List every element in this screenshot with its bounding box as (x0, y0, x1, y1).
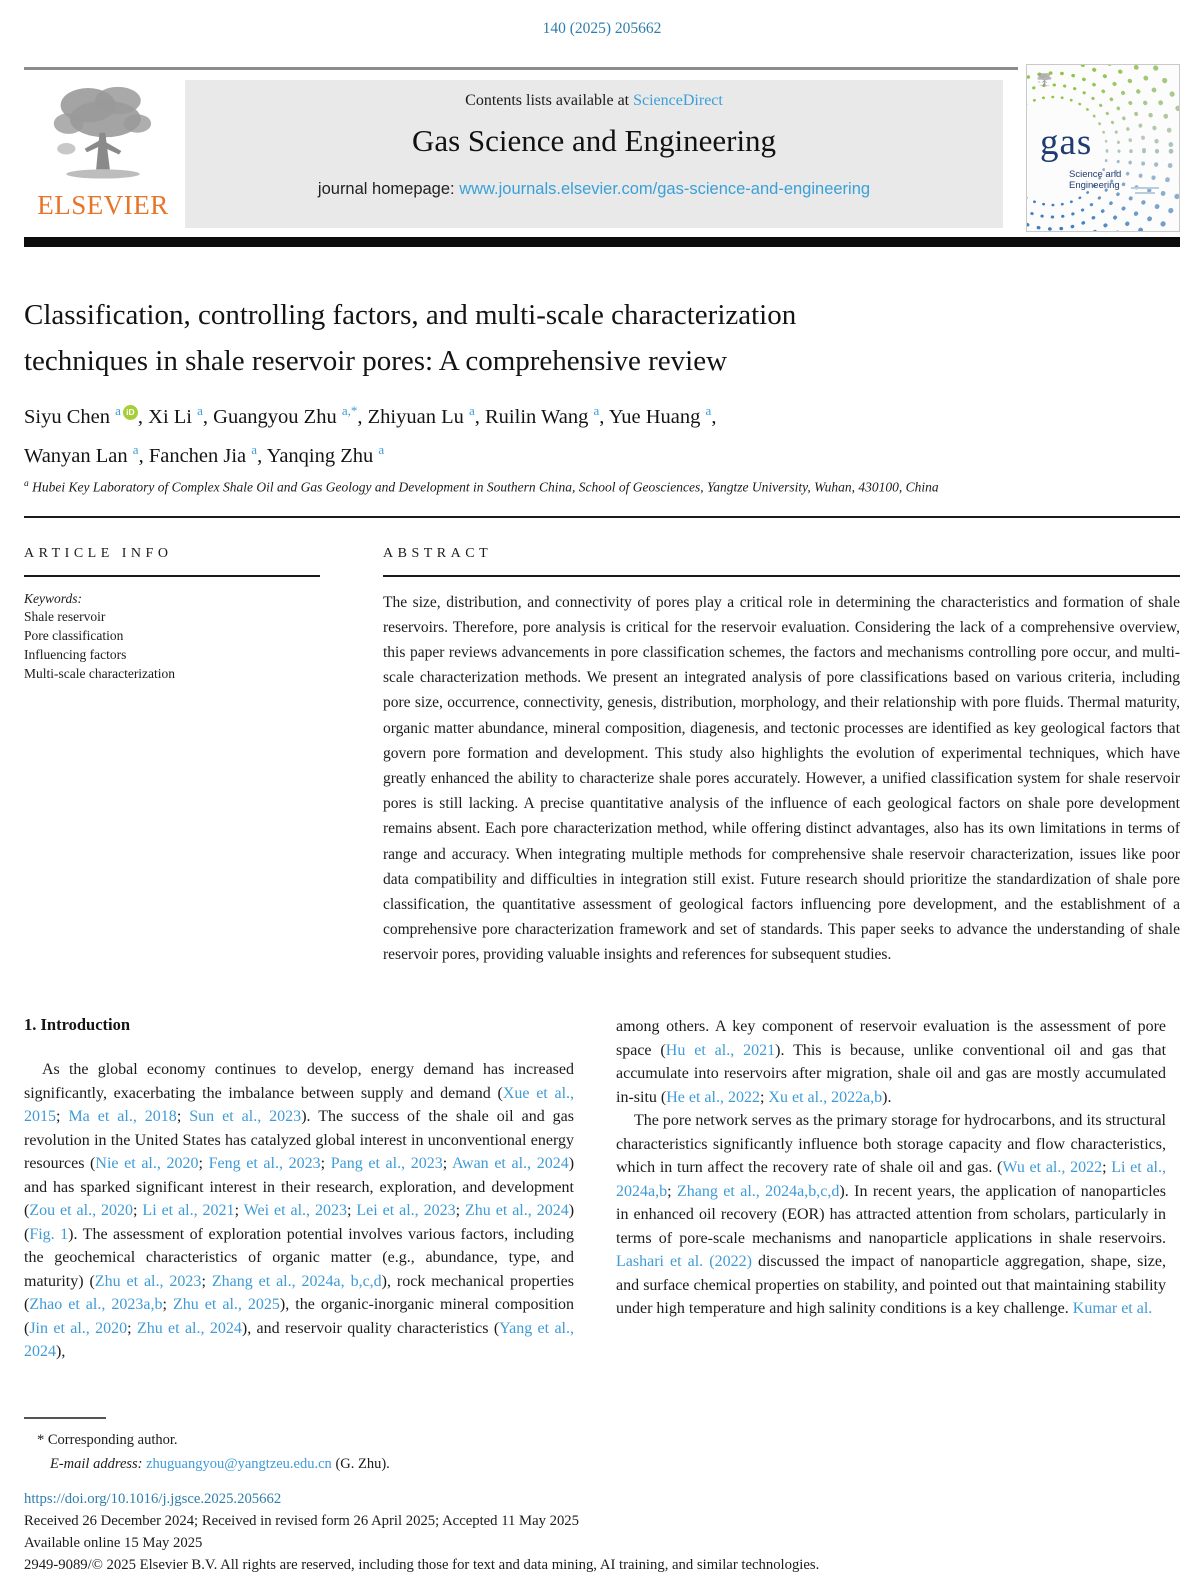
doi-link[interactable]: https://doi.org/10.1016/j.jgsce.2025.205662 (24, 1491, 282, 1507)
intro-paragraph-1-continued (616, 1015, 1166, 1109)
text-run: ; (234, 1202, 244, 1219)
email-line (24, 1452, 724, 1476)
text-run: ), (56, 1343, 66, 1360)
text-run: ; (201, 1272, 212, 1290)
abstract-section (383, 546, 1180, 968)
issn-copyright-line: 2949-9089/© 2025 Elsevier B.V. All rights are reserved, including those for text and data mining, AI training, and similar technologies. (24, 1557, 820, 1573)
body-column-left (24, 1015, 574, 1364)
citation-link[interactable]: Awan et al., 2024 (451, 1155, 569, 1172)
author-name: Xi Li (148, 406, 198, 428)
citation-link[interactable]: He et al., 2022 (666, 1088, 760, 1106)
homepage-line (185, 180, 1003, 199)
author-name: Guangyou Zhu (213, 406, 342, 428)
keyword-item: Influencing factors (24, 646, 127, 662)
author-name: Ruilin Wang (485, 406, 594, 428)
keyword-item: Multi-scale characterization (24, 665, 176, 681)
citation-link[interactable]: Ma et al., 2018 (68, 1108, 177, 1125)
citation-link[interactable]: Zhu et al., 2025 (172, 1296, 280, 1313)
text-run: ). In recent years, the application of nanoparticles in enhanced oil recovery (EOR) has attracted attention from scholars, particularly in terms of pore-scale mechanisms and nanoparticle applications in shale reservoirs. (616, 1182, 1166, 1247)
text-run: The pore network serves as the primary storage for hydrocarbons, and its structural characteristics significantly influence both storage capacity and flow characteristics, which in turn affect the recovery rate of shale oil and gas. ( (616, 1112, 1166, 1176)
text-run: a (468, 403, 475, 419)
citation-link[interactable]: Zhang et al., 2024a, b,c,d (211, 1272, 382, 1290)
text-run: (G. Zhu). (331, 1456, 390, 1472)
abstract-rule (383, 575, 1180, 577)
citation-link[interactable]: Hu et al., 2021 (665, 1041, 776, 1059)
citation-link[interactable]: Kumar et al. (1072, 1300, 1153, 1317)
elsevier-wordmark: ELSEVIER (37, 190, 169, 220)
text-run: ; (442, 1155, 452, 1172)
journal-homepage-link[interactable]: www.journals.elsevier.com/gas-science-and-engineering (459, 180, 871, 198)
text-run: ). This is because, unlike conventional oil and gas that accumulate into reservoirs after migration, shale oil and gas are mostly accumulated in-situ ( (616, 1041, 1167, 1106)
citation-link[interactable]: Jin et al., 2020 (29, 1319, 128, 1337)
cover-editor-text-placeholder (1135, 192, 1155, 194)
cover-journal-subtitle: Science and Engineering (1069, 169, 1122, 191)
homepage-prefix: journal homepage: (317, 180, 460, 198)
cover-elsevier-tree-icon (1036, 72, 1053, 88)
text-run: ). (882, 1088, 892, 1106)
section-heading-introduction: 1. Introduction (24, 1015, 131, 1034)
text-run: a (197, 403, 203, 419)
citation-link[interactable]: Li et al., 2021 (142, 1202, 235, 1219)
citation-link[interactable]: Li et al., 2024a,b (616, 1159, 1166, 1200)
text-run: , (474, 406, 485, 428)
keywords-label: Keywords: (24, 590, 82, 606)
text-run: ; (56, 1108, 69, 1125)
text-run: ; (455, 1202, 465, 1219)
text-run: , (257, 445, 267, 467)
text-run: , (137, 406, 149, 428)
text-run: techniques in shale reservoir pores: A comprehensive review (24, 345, 728, 377)
author-name: Yanqing Zhu (266, 445, 379, 467)
title-section-divider (24, 516, 1180, 518)
citation-link[interactable]: Xu et al., 2022a,b (768, 1088, 883, 1106)
citation-link[interactable]: Zhu et al., 2023 (94, 1272, 202, 1290)
text-run: , (357, 406, 368, 428)
footer-block (24, 1488, 1180, 1576)
text-run: ; (176, 1108, 190, 1125)
cover-editor-text-placeholder (1131, 187, 1159, 189)
footnote-divider (24, 1417, 106, 1419)
text-run: ). The success of the shale oil and gas revolution in the United States has catalyzed global interest in unconventional energy resources ( (24, 1108, 575, 1172)
sciencedirect-link[interactable]: ScienceDirect (633, 92, 723, 109)
text-run: ; (759, 1088, 769, 1106)
citation-link[interactable]: Feng et al., 2023 (208, 1155, 321, 1172)
text-run: , (599, 406, 609, 428)
issue-citation: 140 (2025) 205662 (542, 20, 662, 37)
orcid-icon[interactable]: iD (123, 405, 138, 420)
author-name: Zhiyuan Lu (367, 406, 469, 428)
text-run: , (711, 406, 717, 428)
text-run: a (705, 403, 712, 419)
affiliation (24, 479, 1180, 496)
text-run: among others. A key component of reservoir evaluation is the assessment of pore space ( (616, 1018, 1166, 1059)
keyword-item: Pore classification (24, 627, 124, 643)
citation-link[interactable]: Sun et al., 2023 (189, 1108, 302, 1125)
affiliation-superscript: a (24, 479, 29, 489)
intro-paragraph-2 (616, 1109, 1166, 1321)
citation-link[interactable]: Xue et al., 2015 (24, 1084, 575, 1125)
author-list (24, 398, 1180, 476)
contents-prefix: Contents lists available at (465, 92, 634, 109)
article-info-section (24, 546, 320, 683)
text-run: a (378, 442, 385, 458)
text-run: E-mail address: (50, 1456, 143, 1472)
citation-link[interactable]: Zhu et al., 2024 (136, 1319, 242, 1337)
article-title (24, 292, 1180, 384)
citation-link[interactable]: Wei et al., 2023 (243, 1202, 347, 1219)
received-dates: Received 26 December 2024; Received in revised form 26 April 2025; Accepted 11 May 2025 (24, 1513, 579, 1529)
text-run: ; (198, 1155, 209, 1172)
citation-link[interactable]: Zhang et al., 2024a,b,c,d (676, 1182, 840, 1200)
text-run: , (202, 406, 214, 428)
contents-line (185, 92, 1003, 110)
body-columns (24, 1015, 1180, 1364)
text-run: ). The assessment of exploration potential involves various factors, including the geochemical characteristics of organic matter (e.g., abundance, type, and maturity) ( (24, 1225, 574, 1290)
elsevier-logo[interactable] (24, 80, 182, 228)
journal-cover-thumbnail (1026, 64, 1180, 232)
article-info-heading: ARTICLE INFO (24, 546, 173, 561)
elsevier-tree-icon (44, 80, 162, 190)
keyword-item: Shale reservoir (24, 608, 106, 624)
figure-reference-link[interactable]: Fig. 1 (29, 1225, 69, 1243)
author-name: Fanchen Jia (148, 445, 252, 467)
cover-journal-short-title: gas (1040, 122, 1093, 163)
text-run: a (251, 442, 258, 458)
intro-paragraph-1 (24, 1058, 574, 1364)
header-divider-bar (24, 237, 1180, 247)
text-run: ; (346, 1202, 357, 1219)
text-run: ), rock mechanical properties ( (24, 1272, 575, 1313)
text-run: ) ( (24, 1202, 575, 1243)
corresponding-author-note: * Corresponding author. (37, 1432, 178, 1448)
available-online-date: Available online 15 May 2025 (24, 1535, 203, 1551)
author-name: Wanyan Lan (24, 445, 133, 467)
text-run: a (132, 442, 139, 458)
author-name: Yue Huang (608, 406, 706, 428)
top-divider (24, 67, 1018, 70)
text-run: ), and reservoir quality characteristics ( (241, 1319, 500, 1337)
text-run: ) and has sparked significant interest in their research, exploration, and development ( (24, 1155, 575, 1219)
citation-link[interactable]: Nie et al., 2020 (95, 1155, 199, 1172)
corresponding-author-mark[interactable]: * (350, 403, 358, 419)
text-run: , (138, 445, 149, 467)
text-run: a (593, 403, 600, 419)
citation-link[interactable]: Yang et al., 2024 (24, 1319, 574, 1360)
article-info-rule (24, 575, 320, 577)
citation-link[interactable]: Zhao et al., 2023a,b (29, 1296, 163, 1313)
journal-header-band (185, 80, 1003, 228)
abstract-heading: ABSTRACT (383, 546, 493, 561)
text-run: ; (320, 1155, 331, 1172)
body-column-right (616, 1015, 1166, 1364)
text-run: a (115, 403, 121, 419)
citation-link[interactable]: Zhu et al., 2024 (465, 1202, 569, 1219)
citation-link[interactable]: Lashari et al. (2022) (616, 1253, 752, 1270)
abstract-text: The size, distribution, and connectivity of pores play a critical role in determining the characteristics and formation of shale reservoirs. Therefore, pore analysis is critical for the reservoir evaluation. Considering the lack of a comprehensive overview, this paper reviews advancements in pore classification schemes, the factors and mechanisms controlling pore occur, and multi-scale characterization methods. We present an integrated analysis of pore classifications based on various criteria, including pore size, occurrence, connectivity, genesis, distribution, morphology, and their relationship with pore fluids. Thermal maturity, organic matter abundance, mineral composition, diagenesis, and tectonic processes are identified as key geological factors that govern pore formation and development. This study also highlights the evolution of experimental techniques, which have greatly enhanced the ability to characterize shale pores accurately. However, a unified classification system for shale reservoir pores is still lacking. A precise quantitative analysis of the influence of each geological factors on shale pore development remains absent. Each pore characterization method, while offering distinct advantages, also has its own limitations in terms of range and accuracy. When integrating multiple methods for comprehensive shale reservoir characterization, issues like poor data compatibility and difficulties in integration still exist. Future research should prioritize the standardization of shale pore classification, the quantitative assessment of geological factors influencing pore development, and the establishment of a comprehensive pore characterization framework and set of standards. This paper seeks to advance the understanding of shale reservoir pores, providing valuable insights and references for subsequent studies. (383, 593, 1180, 964)
affiliation-text: Hubei Key Laboratory of Complex Shale Oil and Gas Geology and Development in Southern China, School of Geosciences, Yangtze University, Wuhan, 430100, China (28, 479, 939, 495)
footnote-block (24, 1428, 724, 1476)
author-name: Siyu Chen (24, 406, 116, 428)
text-run: ; (127, 1319, 137, 1337)
text-run: a, (341, 403, 351, 419)
text-run: ; (133, 1202, 143, 1219)
citation-link[interactable]: Zou et al., 2020 (29, 1202, 134, 1219)
text-run: ; (1102, 1159, 1112, 1176)
text-run: ; (667, 1182, 677, 1200)
citation-link[interactable]: Wu et al., 2022 (1002, 1159, 1103, 1176)
citation-link[interactable]: Pang et al., 2023 (330, 1155, 443, 1172)
text-run: As the global economy continues to develop, energy demand has increased significantly, exacerbating the imbalance between supply and demand ( (24, 1061, 574, 1102)
citation-link[interactable]: Lei et al., 2023 (356, 1202, 456, 1219)
text-run: ), the organic-inorganic mineral composition ( (24, 1296, 575, 1337)
text-run: ; (162, 1296, 173, 1313)
asterisk-marker: * (37, 1432, 45, 1448)
email-link[interactable]: zhuguangyou@yangtzeu.edu.cn (146, 1456, 332, 1472)
text-run: Classification, controlling factors, and multi-scale characterization (24, 299, 797, 331)
journal-title: Gas Science and Engineering (411, 123, 777, 158)
text-run: discussed the impact of nanoparticle aggregation, shape, size, and surface chemical properties on stability, and pointed out that maintaining stability under high temperature and high salinity conditions is a key challenge. (616, 1253, 1167, 1317)
